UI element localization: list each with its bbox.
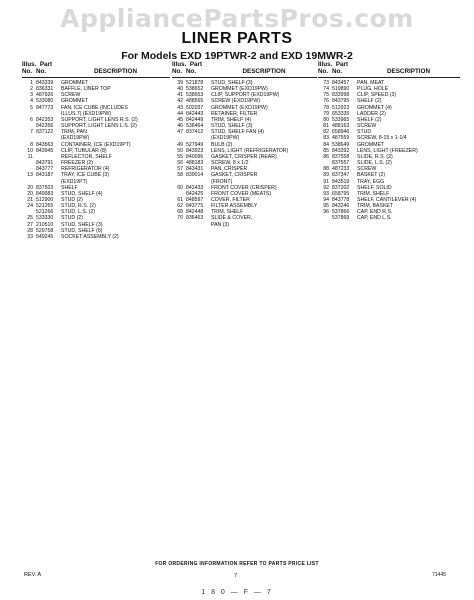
parts-column-2 — [172, 62, 317, 228]
part-number: 843945 — [36, 147, 54, 154]
part-description: (EXD19PW) — [211, 135, 240, 142]
part-description: SHELF — [61, 184, 78, 191]
no-header: No. — [318, 68, 329, 75]
part-description: FILTER ASSEMBLY — [211, 203, 258, 210]
illus-number: 85 — [323, 147, 329, 154]
part-number: 837503 — [36, 184, 54, 191]
watermark-logo: AppliancePartsPros.com — [60, 4, 414, 33]
part-number: 527949 — [186, 141, 204, 148]
illus-number: 82 — [323, 129, 329, 136]
parts-row — [172, 222, 317, 228]
illus-number: 57 — [177, 166, 183, 173]
part-number: 488183 — [186, 160, 204, 167]
part-number: 538649 — [332, 141, 350, 148]
illus-number: 89 — [323, 172, 329, 179]
part-description: SCREW — [357, 123, 377, 130]
illus-number: 75 — [323, 92, 329, 99]
illus-number: 68 — [177, 209, 183, 216]
part-description: BULB (2) — [211, 141, 233, 148]
part-description: CAP, END L.S. — [357, 215, 392, 222]
part-description: FREEZER (2) — [61, 160, 93, 167]
part-no-header: No. — [186, 68, 197, 75]
part-number: 658795 — [332, 190, 350, 197]
part-number: 653335 — [332, 110, 350, 117]
part-number: 843923 — [186, 147, 204, 154]
part-description: STUD, SHELF (3) — [211, 80, 253, 86]
part-number: 533965 — [332, 116, 350, 123]
illus-number: 40 — [177, 86, 183, 93]
part-number: 843431 — [186, 166, 204, 173]
no-header: No. — [172, 68, 183, 75]
illus-number: 88 — [323, 166, 329, 173]
illus-number: 33 — [27, 233, 33, 240]
illus-number: 91 — [323, 178, 329, 185]
illus-number: 39 — [177, 80, 183, 86]
part-description: STUD, SHELF (3) — [211, 123, 253, 130]
part-number: 521265 — [36, 203, 54, 210]
part-description: GROMMET — [61, 80, 89, 86]
part-description: COVER, FILTER — [211, 196, 250, 203]
illus-header: Illus. — [318, 61, 333, 68]
part-number: 843392 — [332, 147, 350, 154]
illus-number — [172, 222, 186, 228]
illus-number: 56 — [177, 160, 183, 167]
part-description: BAFFLE, LINER TOP — [61, 86, 111, 93]
illus-number: 45 — [177, 116, 183, 123]
part-description: PAN, MEAT — [357, 80, 385, 86]
part-description: FRONT COVER (MEATS) — [211, 190, 272, 197]
illus-number: 81 — [323, 123, 329, 130]
part-description: CONTAINER, ICE (EXD19PT) — [61, 141, 131, 148]
part-number: 487926 — [36, 92, 54, 99]
part-header: Part — [189, 61, 203, 68]
illus-number: 42 — [177, 98, 183, 105]
description-header: DESCRIPTION — [386, 68, 431, 75]
part-header: Part — [39, 61, 53, 68]
illus-number: 1 — [30, 80, 33, 86]
part-number: 521878 — [186, 80, 204, 86]
part-number: 849983 — [36, 190, 54, 197]
part-description: GROMMET — [357, 141, 385, 148]
part-number: 837122 — [36, 129, 54, 136]
part-description: TRIM, PAN — [61, 129, 87, 136]
part-number: 488163 — [332, 123, 350, 130]
illus-number: 94 — [323, 196, 329, 203]
part-description: (EXD19PW) — [61, 135, 90, 142]
ordering-note: FOR ORDERING INFORMATION REFER TO PARTS PRICE LIST — [155, 561, 319, 567]
page-number: 7 — [234, 573, 238, 579]
part-description: GROMMET — [61, 98, 89, 105]
illus-number: 4 — [30, 98, 33, 105]
illus-number: 84 — [323, 141, 329, 148]
part-number: 848597 — [186, 196, 204, 203]
illus-number: 25 — [27, 215, 33, 222]
illus-number — [318, 215, 332, 221]
part-number: 488565 — [186, 98, 204, 105]
illus-number: 20 — [27, 184, 33, 191]
illus-number: 60 — [177, 184, 183, 191]
part-number: 538652 — [186, 86, 204, 93]
part-description: PLUG, HOLE — [357, 86, 389, 93]
part-number: 537869 — [332, 215, 350, 222]
part-number: 536464 — [186, 123, 204, 130]
part-number: 529758 — [36, 227, 54, 234]
page-subtitle: For Models EXD 19PTWR-2 and EXD 19MWR-2 — [121, 50, 353, 62]
part-number: 549245 — [36, 233, 54, 240]
illus-number: 74 — [323, 86, 329, 93]
part-number: 837347 — [332, 172, 350, 179]
illus-number: 8 — [30, 141, 33, 148]
part-description: SOCKET ASSEMBLY (2) — [61, 233, 119, 240]
illus-number: 13 — [27, 172, 33, 179]
part-description: (EXD19PT) — [61, 178, 88, 185]
part-number: 842443 — [186, 110, 204, 117]
part-description: SCREW (EXD19PW) — [211, 98, 260, 105]
part-description: SLIDE, R.S. (2) — [357, 153, 393, 160]
illus-number: 7 — [30, 129, 33, 136]
part-number: 512923 — [332, 104, 350, 111]
part-description: SHELF, CANTILEVER (4) — [357, 196, 417, 203]
illus-number: 70 — [177, 215, 183, 222]
part-number: 843457 — [332, 80, 350, 86]
part-number: 839014 — [186, 172, 204, 179]
part-description: REFLECTOR, SHELF — [61, 153, 112, 160]
part-description: SCREW — [61, 92, 81, 99]
part-description: SUPPORT, LIGHT LENS L.S. (2) — [61, 123, 137, 130]
description-header: DESCRIPTION — [93, 68, 138, 75]
illus-number: 2 — [30, 86, 33, 93]
part-number: 842356 — [36, 123, 54, 130]
illus-number: 3 — [30, 92, 33, 99]
parts-column-1 — [22, 62, 170, 240]
part-description: SCREW, 8-15 x 1-1/4 — [357, 135, 407, 142]
part-number: 836331 — [36, 86, 54, 93]
illus-number: 76 — [323, 98, 329, 105]
part-description: SUPPORT, LIGHT LENS R.S. (2) — [61, 116, 138, 123]
part-description: STUD, SHELF (6) — [61, 227, 103, 234]
part-no-header: No. — [36, 68, 47, 75]
illus-number: 79 — [323, 110, 329, 117]
illus-number: 21 — [27, 196, 33, 203]
part-description: STUD, SHELF FAN (4) — [211, 129, 265, 136]
part-description: STUD, SHELF (4) — [61, 190, 103, 197]
part-description: CLIP, SUPPORT (EXD19PW) — [211, 92, 280, 99]
part-number: 658946 — [332, 129, 350, 136]
illus-number: 24 — [27, 203, 33, 210]
part-description: TRIM, SHELF — [357, 190, 390, 197]
part-description: TRAY, EGG — [357, 178, 385, 185]
illus-number: 6 — [30, 116, 33, 123]
illus-number: 96 — [323, 209, 329, 216]
illus-number: 46 — [177, 123, 183, 130]
illus-number: 50 — [177, 147, 183, 154]
illus-number: 27 — [27, 221, 33, 228]
part-number: 533330 — [36, 215, 54, 222]
part-number: 836463 — [186, 215, 204, 222]
illus-number: 58 — [177, 172, 183, 179]
part-description: PAN (3) — [211, 221, 230, 228]
illus-number: 86 — [323, 153, 329, 160]
illus-number: 20 — [27, 190, 33, 197]
part-description: GROMMET (4) — [357, 104, 392, 111]
part-description: CLIP, TUBULAR (8) — [61, 147, 107, 154]
part-number: 843775 — [186, 203, 204, 210]
part-number: 843187 — [36, 172, 54, 179]
illus-number: 80 — [323, 116, 329, 123]
part-number: 837557 — [332, 160, 350, 167]
part-description: GASKET, CRISPER (REAR) — [211, 153, 277, 160]
part-description: TRIM, SHELF — [211, 209, 244, 216]
part-number: 487233 — [332, 166, 350, 173]
part-number: 833998 — [332, 92, 350, 99]
part-number: 842433 — [186, 184, 204, 191]
part-description: SCREW, 8 x 1/2 — [211, 160, 249, 167]
parts-rows — [172, 80, 317, 228]
parts-rows — [22, 80, 170, 240]
part-number: 843778 — [332, 196, 350, 203]
part-number: 843339 — [36, 80, 54, 86]
part-number: 842425 — [186, 190, 204, 197]
illus-number: 61 — [177, 196, 183, 203]
part-description: GROMMET (EXD19PW) — [211, 86, 268, 93]
illus-number: 93 — [323, 190, 329, 197]
description-header: DESCRIPTION — [242, 68, 286, 75]
part-number: 837558 — [332, 153, 350, 160]
part-number: 837202 — [332, 184, 350, 191]
part-description: STUD, R.S. (2) — [61, 203, 96, 210]
part-number: 842353 — [36, 116, 54, 123]
part-description: STUD (2) — [61, 196, 83, 203]
part-description: (FRONT) — [211, 178, 233, 185]
part-description: LADDER (2) — [357, 110, 386, 117]
part-number: 837412 — [186, 129, 204, 136]
illus-number: 83 — [323, 135, 329, 142]
part-number: 843519 — [332, 178, 350, 185]
part-description: SCREW — [357, 166, 377, 173]
part-description: SHELF (2) — [357, 116, 382, 123]
part-number: 843795 — [332, 98, 350, 105]
illus-number: 44 — [177, 110, 183, 117]
revision-label: REV. A — [24, 572, 42, 578]
part-description: STUD (2) — [61, 215, 83, 222]
part-number: 840096 — [186, 153, 204, 160]
illus-number: 5 — [30, 104, 33, 111]
part-description: STUD, SHELF (3) — [61, 221, 103, 228]
part-number: 519890 — [332, 86, 350, 93]
part-number: 842448 — [186, 209, 204, 216]
parts-rows — [318, 80, 460, 222]
document-code: 71445 — [432, 572, 446, 578]
part-description: STUD — [357, 129, 372, 136]
illus-number: 95 — [323, 203, 329, 210]
part-number: 521266 — [36, 209, 54, 216]
illus-number: 73 — [323, 80, 329, 86]
part-description: SHELF (2) — [357, 98, 382, 105]
illus-header: Illus. — [172, 61, 187, 68]
part-number: 502037 — [186, 104, 204, 111]
page-title: LINER PARTS — [181, 30, 293, 47]
illus-number: 92 — [323, 184, 329, 191]
part-description: FRONT COVER (CRISPER) — [211, 184, 277, 191]
part-description: CLIP, SPEED (3) — [357, 92, 397, 99]
part-description: ILLUS.7) (EXD19PW) — [61, 110, 112, 117]
part-description: TRIM, BASKET — [357, 203, 394, 210]
column-header — [172, 69, 317, 78]
illus-number: 47 — [177, 129, 183, 136]
part-description: CAP, END R.S. — [357, 209, 393, 216]
part-description: STUD, L.S. (2) — [61, 209, 96, 216]
no-header: No. — [22, 68, 33, 75]
part-number: 843246 — [332, 203, 350, 210]
illus-number: 78 — [323, 104, 329, 111]
parts-row — [318, 215, 460, 221]
parts-row — [22, 234, 170, 240]
illus-number: 43 — [177, 104, 183, 111]
illus-number: 10 — [27, 147, 33, 154]
part-number: 512900 — [36, 196, 54, 203]
part-header: Part — [335, 61, 349, 68]
part-number: 537866 — [332, 209, 350, 216]
illus-number: 41 — [177, 92, 183, 99]
part-number: 843777 — [36, 166, 54, 173]
part-description: BASKET (2) — [357, 172, 386, 179]
part-description: GASKET, CRISPER — [211, 172, 258, 179]
part-description: GROMMET (EXD19PW) — [211, 104, 268, 111]
illus-number: 28 — [27, 227, 33, 234]
illus-header: Illus. — [22, 61, 37, 68]
part-description: TRIM, SHELF (4) — [211, 116, 252, 123]
part-number: 487559 — [332, 135, 350, 142]
illus-number: 49 — [177, 141, 183, 148]
part-description: LENS, LIGHT (REFRIGERATOR) — [211, 147, 289, 154]
part-number — [186, 222, 211, 228]
part-number: 842449 — [186, 116, 204, 123]
part-number: 533080 — [36, 98, 54, 105]
parts-column-3 — [318, 62, 460, 222]
part-number: 847773 — [36, 104, 54, 111]
part-description: SLIDE & COVER, — [211, 215, 253, 222]
part-number: 843791 — [36, 160, 54, 167]
illus-number: 11 — [27, 153, 33, 160]
part-description: REFRIGERATOR (4) — [61, 166, 110, 173]
illus-number: 55 — [177, 153, 183, 160]
part-number: 210510 — [36, 221, 54, 228]
part-description: LENS, LIGHT (FREEZER) — [357, 147, 418, 154]
part-description: FAN, ICE CUBE (INCLUDES — [61, 104, 128, 111]
illus-number: 62 — [177, 203, 183, 210]
column-header — [22, 69, 170, 78]
part-number: 843563 — [36, 141, 54, 148]
part-number: 538653 — [186, 92, 204, 99]
part-no-header: No. — [332, 68, 343, 75]
part-description: SHELF, SOLID — [357, 184, 392, 191]
column-header — [318, 69, 460, 78]
part-description: TRAY, ICE CUBE (3) — [61, 172, 109, 179]
part-description: PAN, CRISPER — [211, 166, 248, 173]
part-description: SLIDE, L.S. (2) — [357, 160, 392, 167]
part-description: RETAINER, FILTER — [211, 110, 258, 117]
bottom-mark: 1 8 0 — F — 7 — [201, 589, 273, 596]
